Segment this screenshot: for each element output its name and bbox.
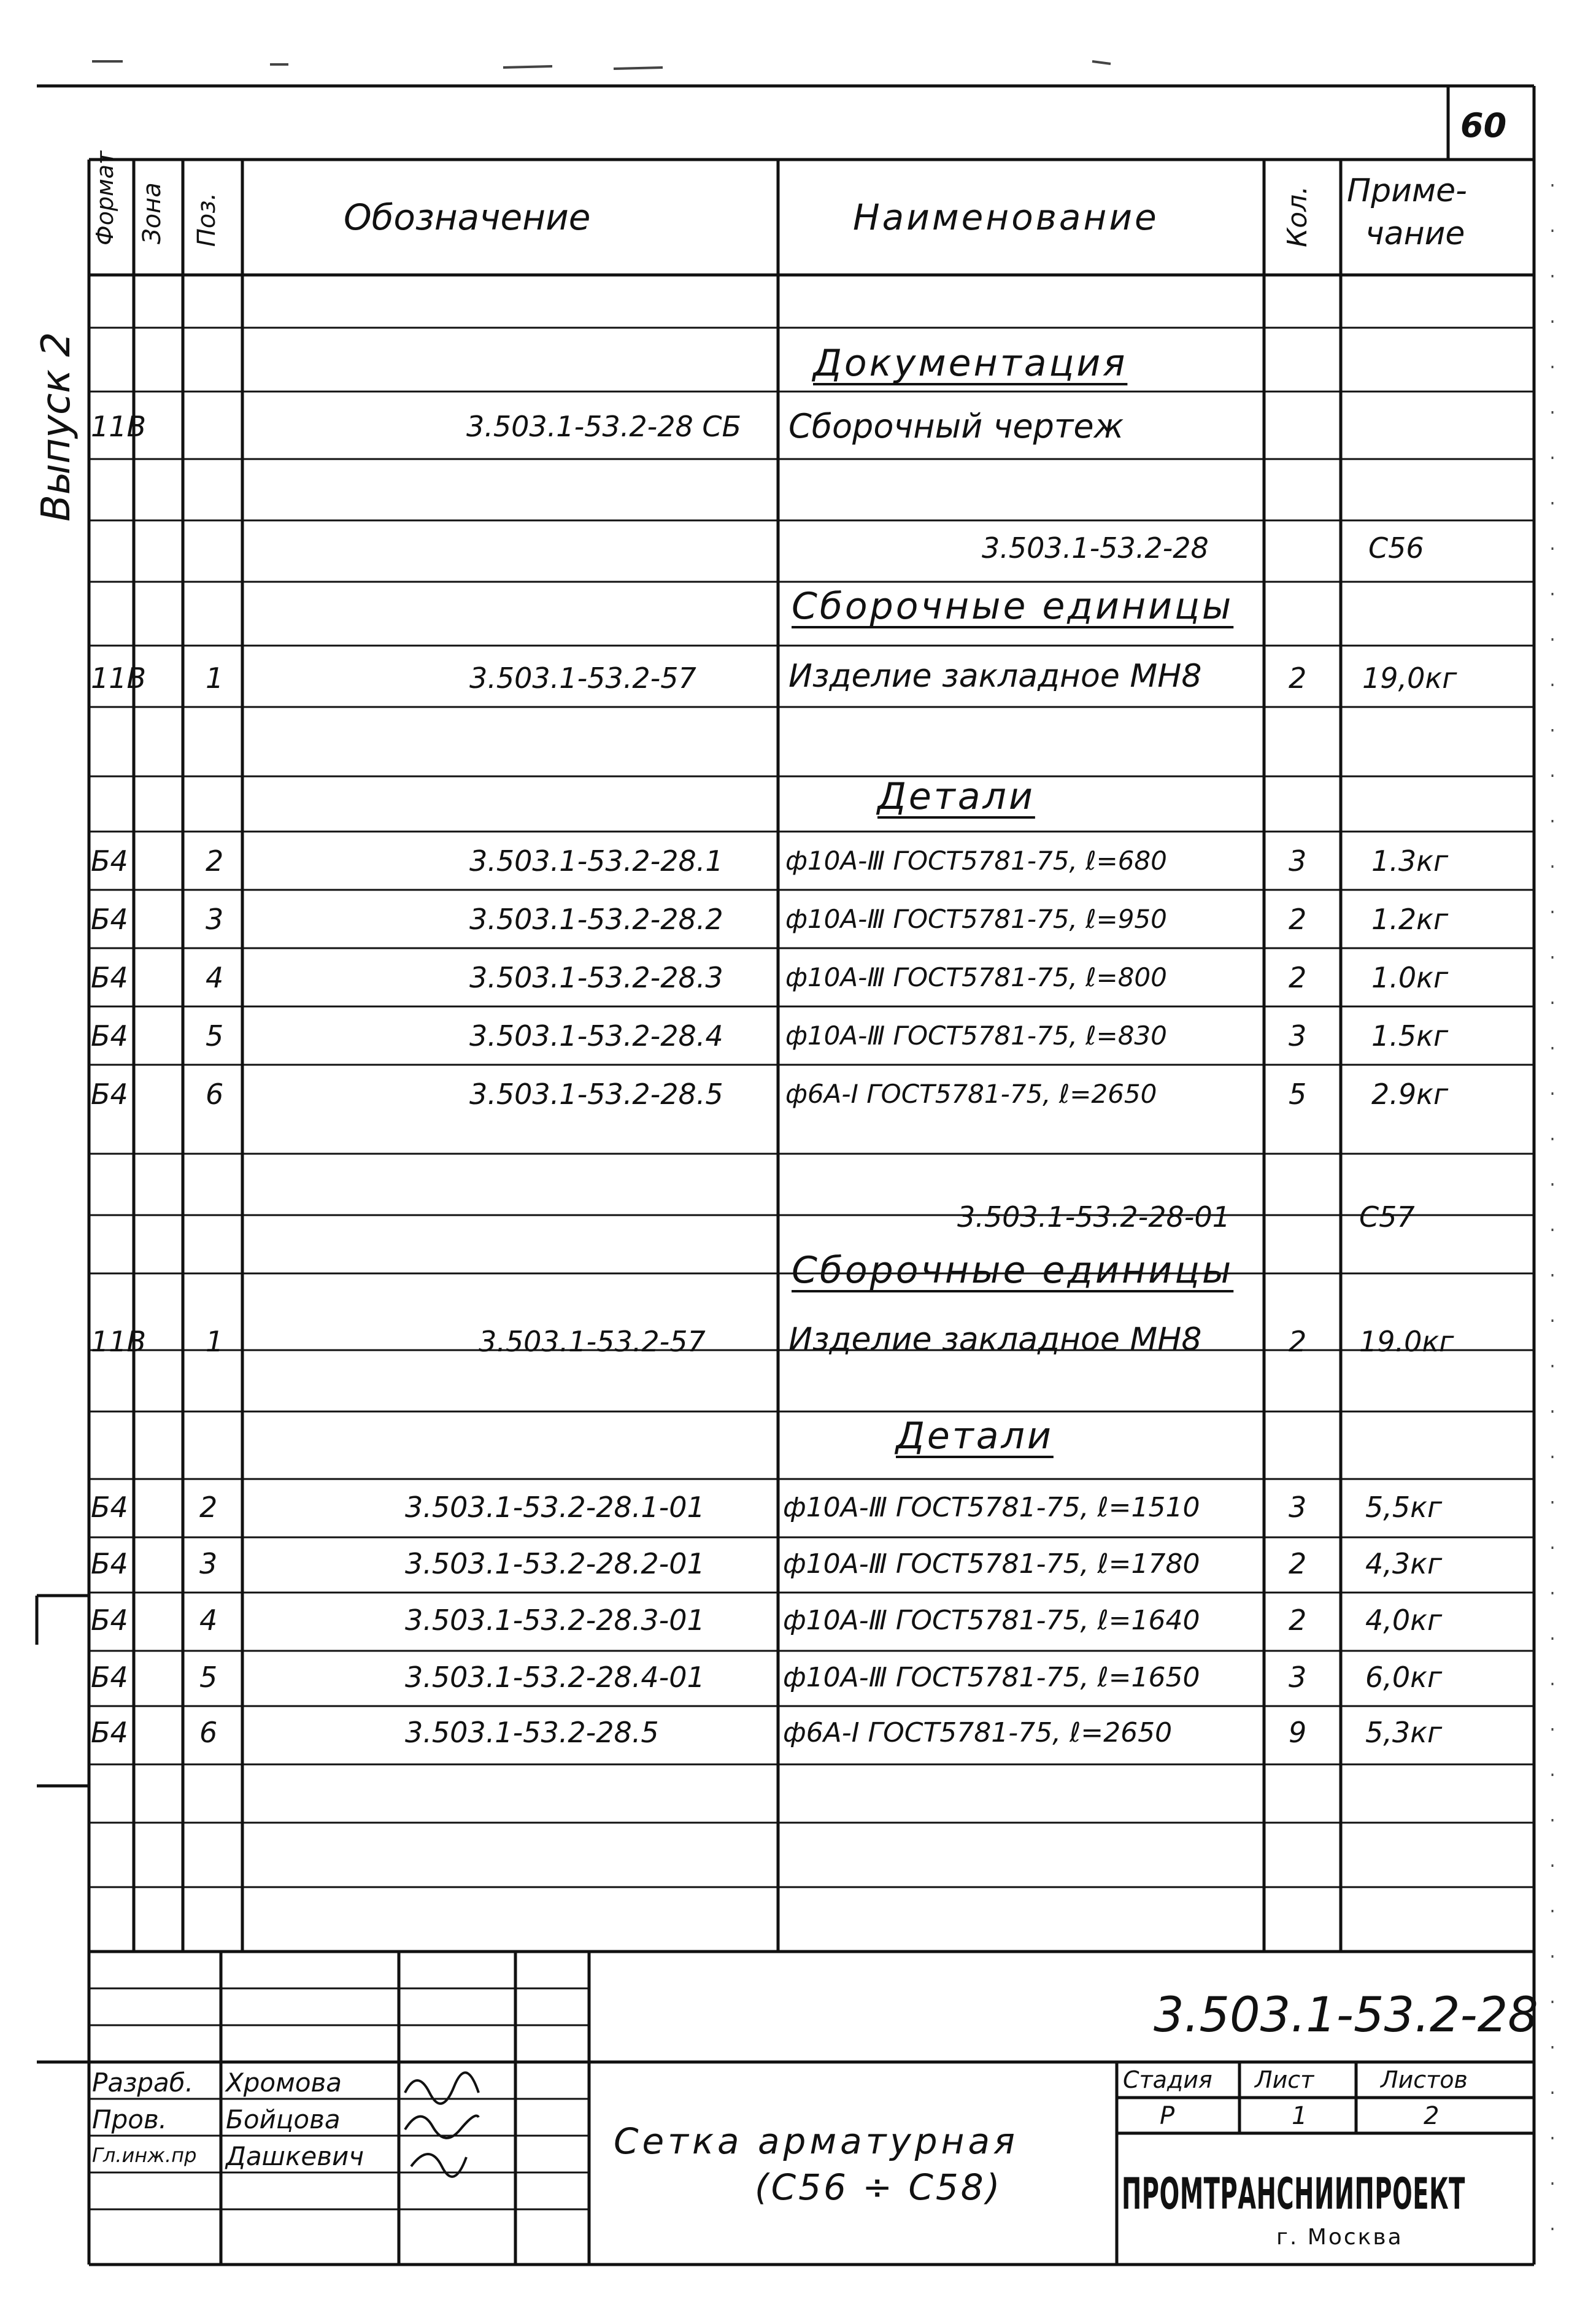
row-qty: 3 (1289, 1661, 1307, 1694)
sheets-value: 2 (1424, 2102, 1440, 2130)
header-note-line1: Приме- (1347, 172, 1467, 209)
row-designation: 3.503.1-53.2-28.3-01 (405, 1604, 705, 1637)
row-pos: 3 (199, 1547, 218, 1580)
row-name: 3.503.1-53.2-28-01 (957, 1200, 1230, 1234)
row-pos: 3 (206, 903, 224, 936)
row-designation: 3.503.1-53.2-28.2 (469, 903, 723, 936)
header-pos: Поз. (193, 192, 221, 247)
row-format: Б4 (91, 1716, 128, 1749)
row-format: 11В (91, 1325, 147, 1358)
row-name: ф10А-Ⅲ ГОСТ5781-75, ℓ=1650 (783, 1662, 1200, 1693)
drawing-title-line1: Сетка арматурная (614, 2120, 1019, 2162)
organization-name: ПРОМТРАНСНИИПРОЕКТ (1122, 2169, 1465, 2219)
row-pos: 2 (199, 1491, 218, 1524)
row-note: 1.3кг (1371, 844, 1449, 878)
side-label: Выпуск 2 (34, 331, 79, 522)
row-designation: 3.503.1-53.2-28.1 (469, 844, 723, 878)
organization-city: г. Москва (1276, 2225, 1403, 2250)
row-pos: 5 (199, 1661, 218, 1694)
row-name: ф6А-Ⅰ ГОСТ5781-75, ℓ=2650 (785, 1079, 1157, 1109)
section-documentation: Документация (813, 342, 1128, 385)
row-designation: 3.503.1-53.2-28.4 (469, 1019, 723, 1052)
row-pos: 1 (206, 662, 224, 695)
row-designation: 3.503.1-53.2-28.4-01 (405, 1661, 705, 1694)
stage-label: Стадия (1123, 2066, 1212, 2093)
row-designation: 3.503.1-53.2-57 (469, 662, 696, 695)
chief-name: Дашкевич (226, 2141, 364, 2171)
row-format: Б4 (91, 1604, 128, 1637)
row-qty: 3 (1289, 1019, 1307, 1052)
page-number: 60 (1460, 106, 1507, 145)
row-designation: 3.503.1-53.2-57 (479, 1325, 706, 1358)
row-note: 19,0кг (1362, 662, 1457, 695)
row-note: 1.5кг (1371, 1019, 1449, 1052)
row-note: 5,5кг (1365, 1491, 1443, 1524)
row-name: 3.503.1-53.2-28 (982, 531, 1209, 565)
section-assembly-units-2: Сборочные единицы (792, 1249, 1234, 1292)
row-designation: 3.503.1-53.2-28.5 (405, 1716, 659, 1749)
row-name: Изделие закладное МН8 (788, 658, 1202, 695)
row-note: 5,3кг (1365, 1716, 1443, 1749)
row-pos: 4 (206, 961, 224, 994)
row-name: ф10А-Ⅲ ГОСТ5781-75, ℓ=830 (785, 1021, 1167, 1051)
checked-name: Бойцова (226, 2104, 341, 2134)
row-pos: 4 (199, 1604, 218, 1637)
row-qty: 2 (1289, 961, 1307, 994)
row-format: Б4 (91, 1078, 128, 1111)
row-note: 2.9кг (1371, 1078, 1449, 1111)
sheet-label: Лист (1255, 2066, 1314, 2093)
sheets-label: Листов (1381, 2066, 1468, 2093)
header-qty: Кол. (1282, 185, 1313, 247)
row-pos: 6 (199, 1716, 218, 1749)
row-name: ф10А-Ⅲ ГОСТ5781-75, ℓ=950 (785, 904, 1167, 934)
stage-value: Р (1160, 2102, 1175, 2130)
row-format: Б4 (91, 1019, 128, 1052)
row-qty: 2 (1289, 662, 1307, 695)
row-note: С57 (1359, 1200, 1415, 1234)
header-format: Формат (91, 150, 118, 245)
header-designation: Обозначение (344, 196, 591, 238)
header-zone: Зона (138, 182, 166, 244)
row-name: ф10А-Ⅲ ГОСТ5781-75, ℓ=680 (785, 846, 1167, 876)
row-qty: 3 (1289, 844, 1307, 878)
row-name: ф10А-Ⅲ ГОСТ5781-75, ℓ=1510 (783, 1492, 1200, 1523)
row-name: Изделие закладное МН8 (788, 1321, 1202, 1358)
row-pos: 5 (206, 1019, 224, 1052)
row-qty: 2 (1289, 903, 1307, 936)
row-designation: 3.503.1-53.2-28.5 (469, 1078, 723, 1111)
row-format: 11В (91, 662, 147, 695)
developed-label: Разраб. (92, 2068, 194, 2098)
signature-marks (405, 2072, 479, 2177)
row-designation: 3.503.1-53.2-28.1-01 (405, 1491, 705, 1524)
section-parts-2: Детали (896, 1415, 1054, 1458)
row-designation: 3.503.1-53.2-28.2-01 (405, 1547, 705, 1580)
developed-name: Хромова (226, 2068, 342, 2098)
header-name: Наименование (853, 196, 1159, 238)
section-assembly-units-1: Сборочные единицы (792, 585, 1234, 628)
row-format: 11В (91, 410, 147, 443)
row-note: С56 (1368, 531, 1424, 565)
row-format: Б4 (91, 844, 128, 878)
row-designation: 3.503.1-53.2-28 СБ (466, 410, 742, 443)
section-parts-1: Детали (877, 775, 1035, 818)
row-qty: 2 (1289, 1547, 1307, 1580)
row-note: 4,3кг (1365, 1547, 1443, 1580)
row-note: 1.2кг (1371, 903, 1449, 936)
row-pos: 1 (206, 1325, 224, 1358)
row-name: ф10А-Ⅲ ГОСТ5781-75, ℓ=1640 (783, 1605, 1200, 1636)
row-qty: 2 (1289, 1604, 1307, 1637)
row-pos: 6 (206, 1078, 224, 1111)
row-note: 19.0кг (1359, 1325, 1454, 1358)
row-format: Б4 (91, 1661, 128, 1694)
header-note-line2: чание (1365, 215, 1465, 252)
row-qty: 9 (1289, 1716, 1307, 1749)
row-format: Б4 (91, 1491, 128, 1524)
row-name: Сборочный чертеж (788, 407, 1124, 446)
row-qty: 3 (1289, 1491, 1307, 1524)
row-format: Б4 (91, 903, 128, 936)
row-note: 6,0кг (1365, 1661, 1443, 1694)
row-name: ф6А-Ⅰ ГОСТ5781-75, ℓ=2650 (783, 1717, 1173, 1748)
row-designation: 3.503.1-53.2-28.3 (469, 961, 723, 994)
checked-label: Пров. (92, 2104, 168, 2134)
row-format: Б4 (91, 1547, 128, 1580)
sheet-value: 1 (1292, 2102, 1308, 2130)
chief-label: Гл.инж.пр (92, 2144, 197, 2167)
row-note: 1.0кг (1371, 961, 1449, 994)
row-format: Б4 (91, 961, 128, 994)
row-name: ф10А-Ⅲ ГОСТ5781-75, ℓ=800 (785, 962, 1167, 992)
doc-number: 3.503.1-53.2-28 (1154, 1988, 1538, 2043)
row-qty: 2 (1289, 1325, 1307, 1358)
row-pos: 2 (206, 844, 224, 878)
row-name: ф10А-Ⅲ ГОСТ5781-75, ℓ=1780 (783, 1548, 1200, 1580)
drawing-title-line2: (С56 ÷ С58) (755, 2166, 1003, 2208)
row-qty: 5 (1289, 1078, 1307, 1111)
row-note: 4,0кг (1365, 1604, 1443, 1637)
